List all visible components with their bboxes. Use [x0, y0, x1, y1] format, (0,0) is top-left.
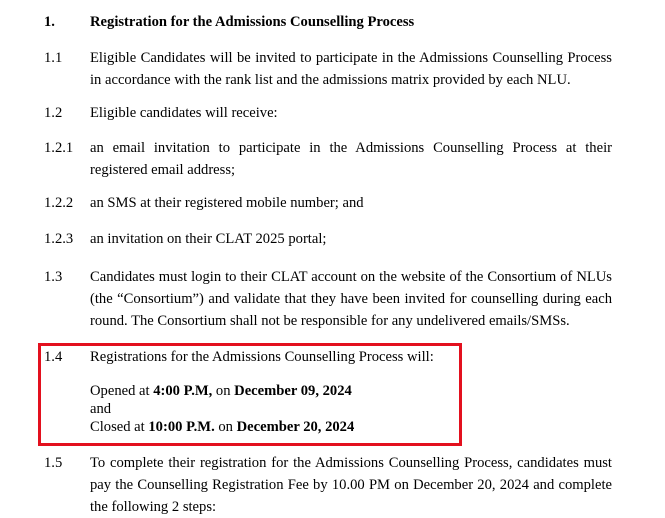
clause-text-1-3: Candidates must login to their CLAT account on the website of the Consortium of NLUs (the “Consortium”) and validate that they have been invited for counselling during each round. The Consortium shall not be responsible for any undelivered emails/SMSs.	[90, 269, 612, 329]
clause-number-1-2-3: 1.2.3	[44, 231, 74, 247]
closed-prefix: Closed at	[90, 419, 149, 435]
closed-mid: on	[214, 419, 237, 435]
clause-number-1-4: 1.4	[44, 349, 63, 365]
clause-text-1-5: To complete their registration for the Admissions Counselling Process, candidates must pay the Counselling Registration Fee by 10.00 PM on December 20, 2024 and complete the following 2 steps:	[90, 455, 612, 515]
clause-text-1-2-2: an SMS at their registered mobile number; and	[90, 195, 364, 211]
clause-number-1-5: 1.5	[44, 455, 63, 471]
and-connector: and	[90, 401, 112, 417]
opened-mid: on	[212, 383, 235, 399]
closed-date: December 20, 2024	[236, 419, 355, 435]
closed-time: 10:00 P.M.	[148, 419, 215, 435]
opened-time: 4:00 P.M,	[153, 383, 213, 399]
clause-number-1-1: 1.1	[44, 50, 63, 66]
clause-text-1-2-3: an invitation on their CLAT 2025 portal;	[90, 231, 327, 247]
opened-date: December 09, 2024	[234, 383, 352, 399]
clause-number-1-3: 1.3	[44, 269, 63, 285]
registration-closed-line	[90, 416, 612, 438]
clause-text-1-2-1: an email invitation to participate in the Admissions Counselling Process at their registered email address;	[90, 140, 612, 178]
clause-number-1-2-1: 1.2.1	[44, 140, 74, 156]
clause-text-1-2: Eligible candidates will receive:	[90, 105, 278, 121]
clause-text-1-1: Eligible Candidates will be invited to participate in the Admissions Counselling Process in accordance with the rank list and the admissions matrix provided by each NLU.	[90, 50, 612, 88]
clause-number-1-2-2: 1.2.2	[44, 195, 74, 211]
clause-text-1-4-intro: Registrations for the Admissions Counselling Process will:	[90, 349, 434, 365]
clause-number-1-2: 1.2	[44, 105, 63, 121]
section-title: Registration for the Admissions Counselling Process	[90, 14, 415, 30]
section-number: 1.	[44, 14, 55, 30]
opened-prefix: Opened at	[90, 383, 154, 399]
